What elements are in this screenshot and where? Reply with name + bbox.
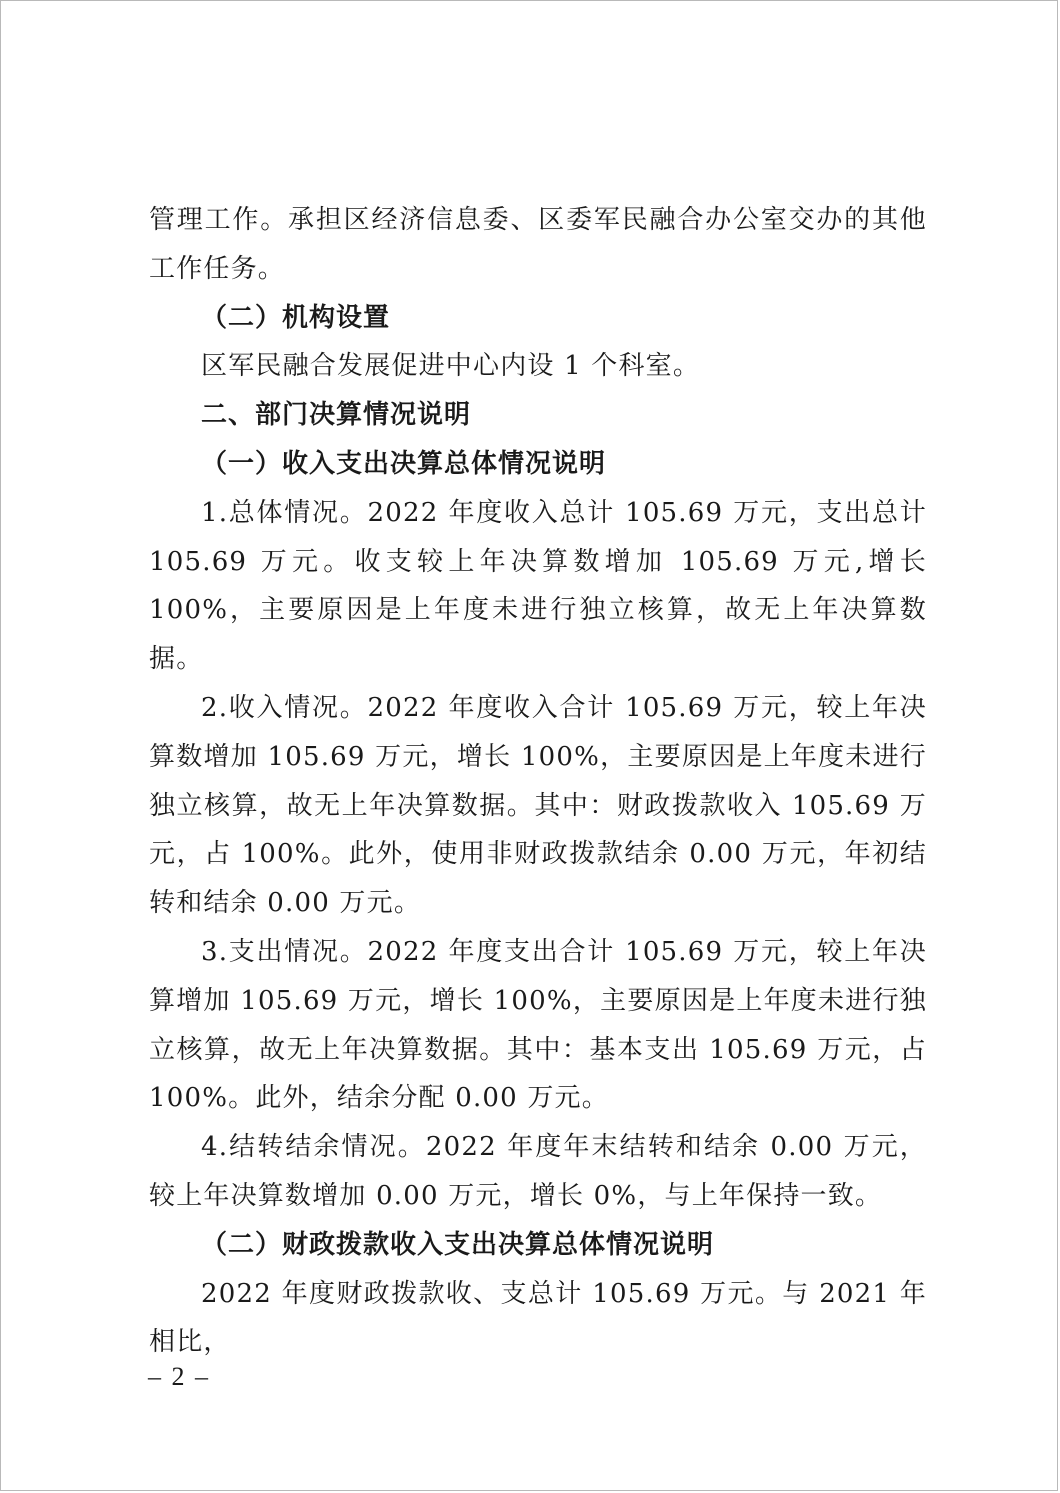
document-body (149, 196, 927, 1367)
paragraph-org-structure: 区军民融合发展促进中心内设 1 个科室。 (201, 351, 701, 382)
paragraph-overall: 1.总体情况。2022 年度收入总计 105.69 万元，支出总计 105.69 万元。收支较上年决算数增加 105.69 万元,增长 100%，主要原因是上年度未进行独立核算，故无上年决算数据。 (149, 497, 927, 675)
paragraph-carryover: 4.结转结余情况。2022 年度年末结转和结余 0.00 万元，较上年决算数增加 0.00 万元，增长 0%，与上年保持一致。 (149, 1132, 927, 1211)
heading-org-structure: （二）机构设置 (201, 302, 391, 333)
paragraph-fiscal-appropriation: 2022 年度财政拨款收、支总计 105.69 万元。与 2021 年相比， (149, 1278, 927, 1358)
heading-income-expense-overview: （一）收入支出决算总体情况说明 (201, 448, 607, 479)
heading-final-accounts: 二、部门决算情况说明 (201, 400, 472, 431)
paragraph-expenditure: 3.支出情况。2022 年度支出合计 105.69 万元，较上年决算增加 105.69 万元，增长 100%，主要原因是上年度未进行独立核算，故无上年决算数据。其中：基本支出 105.69 万元，占 100%。此外，结余分配 0.00 万元。 (149, 936, 927, 1114)
page-number: – 2 – (148, 1362, 210, 1391)
paragraph-income: 2.收入情况。2022 年度收入合计 105.69 万元，较上年决算数增加 105.69 万元，增长 100%，主要原因是上年度未进行独立核算，故无上年决算数据。其中：财政拨款收入 105.69 万元，占 100%。此外，使用非财政拨款结余 0.00 万元，年初结转和结余 0.00 万元。 (149, 692, 927, 919)
heading-fiscal-appropriation: （二）财政拨款收入支出决算总体情况说明 (201, 1229, 715, 1260)
paragraph-duties-end: 管理工作。承担区经济信息委、区委军民融合办公室交办的其他工作任务。 (149, 205, 927, 284)
